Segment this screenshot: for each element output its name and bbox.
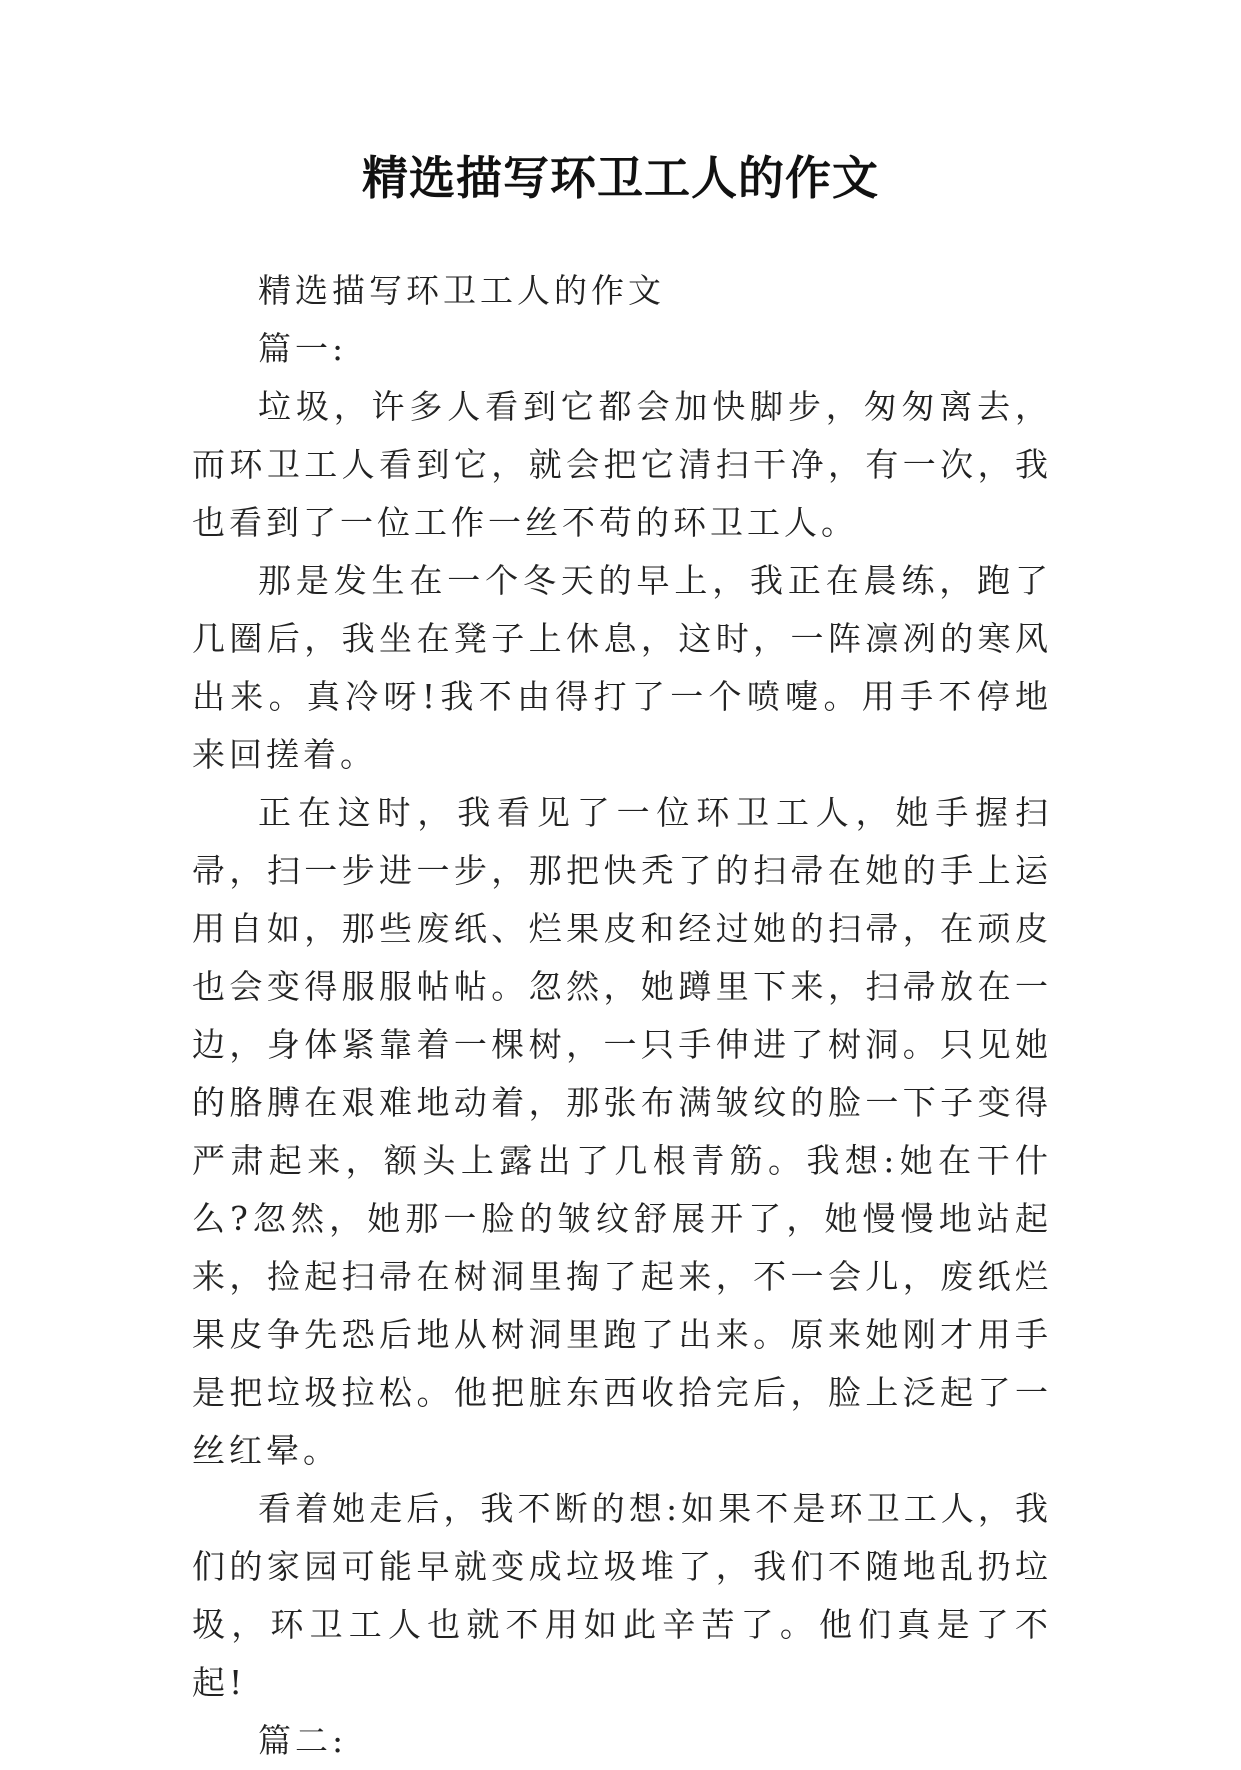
body-paragraph: 垃圾，许多人看到它都会加快脚步，匆匆离去，而环卫工人看到它，就会把它清扫干净，有一次，我也看到了一位工作一丝不苟的环卫工人。 <box>192 387 1052 542</box>
body-paragraph: 正在这时，我看见了一位环卫工人，她手握扫帚，扫一步进一步，那把快秃了的扫帚在她的手上运用自如，那些废纸、烂果皮和经过她的扫帚，在顽皮也会变得服服帖帖。忽然，她蹲里下来，扫帚放在一边，身体紧靠着一棵树，一只手伸进了树洞。只见她的胳膊在艰难地动着，那张布满皱纹的脸一下子变得严肃起来，额头上露出了几根青筋。我想:她在干什么?忽然，她那一脸的皱纹舒展开了，她慢慢地站起来，捡起扫帚在树洞里掏了起来，不一会儿，废纸烂果皮争先恐后地从树洞里跑了出来。原来她刚才用手是把垃圾拉松。他把脏东西收拾完后，脸上泛起了一丝红晕。 <box>192 793 1052 1470</box>
body-paragraph: 那是发生在一个冬天的早上，我正在晨练，跑了几圈后，我坐在凳子上休息，这时，一阵凛冽的寒风出来。真冷呀!我不由得打了一个喷嚏。用手不停地来回搓着。 <box>192 561 1052 774</box>
section-heading-part-one: 篇一: <box>258 329 348 368</box>
subtitle-paragraph: 精选描写环卫工人的作文 <box>258 271 665 310</box>
section-heading-part-two: 篇二: <box>258 1721 348 1760</box>
document-body <box>192 262 1052 1770</box>
body-paragraph: 看着她走后，我不断的想:如果不是环卫工人，我们的家园可能早就变成垃圾堆了，我们不随地乱扔垃圾，环卫工人也就不用如此辛苦了。他们真是了不起! <box>192 1489 1052 1702</box>
document-title: 精选描写环卫工人的作文 <box>362 151 879 205</box>
